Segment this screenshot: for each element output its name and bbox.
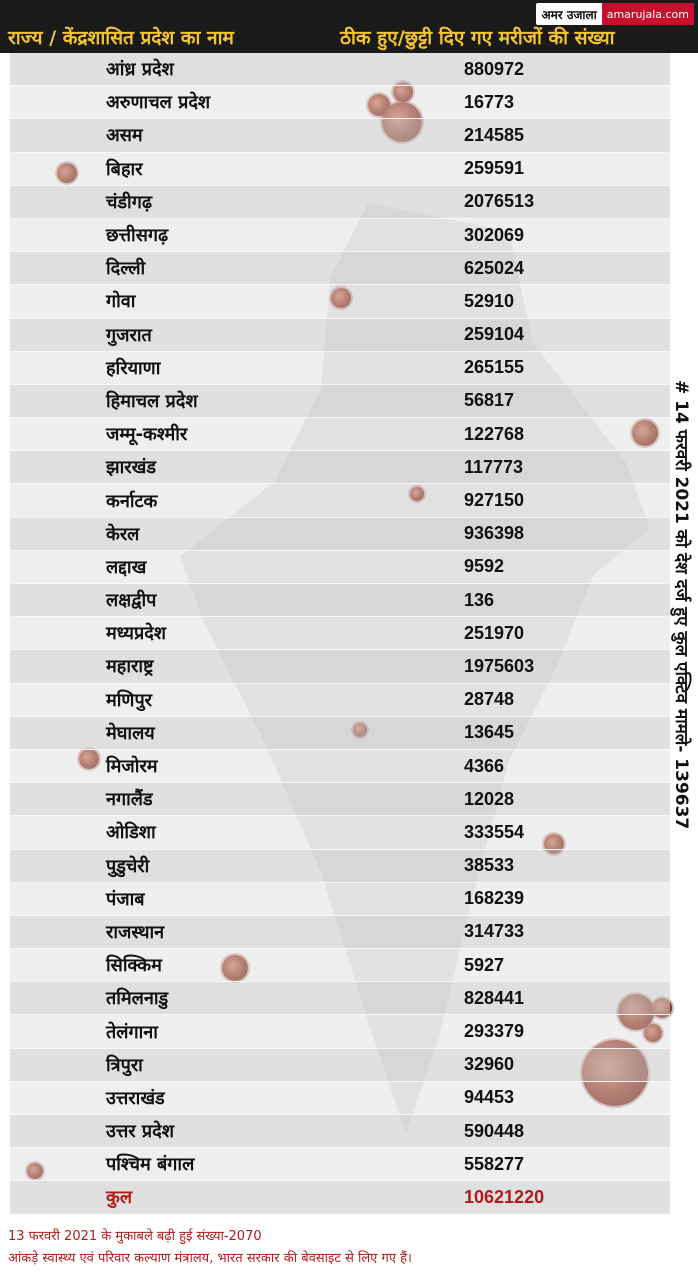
state-name: लक्षद्वीप: [106, 590, 157, 612]
recovered-count: 13645: [464, 722, 515, 743]
table-row: [10, 916, 670, 949]
state-name: महाराष्ट्र: [106, 656, 154, 678]
state-name: बिहार: [106, 158, 143, 180]
recovered-count: 259591: [464, 158, 525, 179]
table-row: [10, 484, 670, 517]
recovered-count: 333554: [464, 821, 525, 842]
state-name: मेघालय: [106, 722, 155, 744]
recovered-count: 117773: [464, 456, 524, 477]
total-label: कुल: [106, 1187, 133, 1209]
recovered-count: 927150: [464, 490, 525, 511]
table-row: [10, 153, 670, 186]
recovered-count: 5927: [464, 954, 505, 975]
recovered-count: 12028: [464, 788, 515, 809]
recovered-count: 302069: [464, 224, 525, 245]
table-row: [10, 219, 670, 252]
table-row: [10, 518, 670, 551]
recovered-count: 168239: [464, 888, 525, 909]
footer-increase-note: 13 फरवरी 2021 के मुकाबले बढ़ी हुई संख्या-2070: [8, 1229, 262, 1244]
state-name: तमिलनाडु: [106, 988, 169, 1010]
table-row: [10, 352, 670, 385]
table-row: [10, 783, 670, 816]
table-row: [10, 418, 670, 451]
state-name: मिजोरम: [106, 756, 158, 778]
state-name: ओडिशा: [106, 822, 156, 844]
table-row: [10, 982, 670, 1015]
state-name: आंध्र प्रदेश: [106, 59, 174, 81]
recovered-count: 52910: [464, 290, 515, 311]
state-name: हिमाचल प्रदेश: [106, 390, 198, 412]
recovered-count: 828441: [464, 987, 525, 1008]
state-name: कर्नाटक: [106, 490, 158, 512]
recovered-count: 251970: [464, 622, 525, 643]
state-name: झारखंड: [106, 457, 156, 479]
recovered-count: 94453: [464, 1087, 515, 1108]
state-name: त्रिपुरा: [106, 1054, 143, 1076]
recovered-count: 625024: [464, 257, 525, 278]
recovered-count: 2076513: [464, 191, 535, 212]
state-name: पुडुचेरी: [106, 855, 150, 877]
recovered-count: 16773: [464, 91, 515, 112]
recovered-count: 259104: [464, 324, 525, 345]
recovered-count: 314733: [464, 921, 525, 942]
state-name: मणिपुर: [106, 689, 153, 711]
recovered-count: 880972: [464, 58, 525, 79]
recovered-count: 32960: [464, 1054, 515, 1075]
state-name: मध्यप्रदेश: [106, 623, 167, 645]
state-name: केरल: [106, 523, 140, 545]
recovered-count: 265155: [464, 357, 525, 378]
state-name: हरियाणा: [106, 357, 161, 379]
table-row: [10, 385, 670, 418]
recovered-count: 9592: [464, 556, 505, 577]
table-row: [10, 584, 670, 617]
active-cases-note-text: # 14 फरवरी 2021 को देश दर्ज हुए कुल एक्टिव मामले- 139637: [671, 380, 691, 830]
table-row: [10, 949, 670, 982]
recovered-count: 56817: [464, 390, 515, 411]
table-row: [10, 119, 670, 152]
table-row: [10, 617, 670, 650]
recovered-count: 1975603: [464, 655, 535, 676]
table-row: [10, 750, 670, 783]
recovered-count: 558277: [464, 1153, 525, 1174]
state-name: गोवा: [106, 291, 136, 313]
brand-name: अमर उजाला: [541, 7, 597, 22]
brand-url: amarujala.com: [602, 3, 694, 25]
table-row: [10, 451, 670, 484]
state-name: लद्दाख: [106, 556, 147, 578]
recovered-count: 293379: [464, 1021, 525, 1042]
recovered-count: 122768: [464, 423, 525, 444]
state-name: छत्तीसगढ़: [106, 225, 169, 247]
table-row: [10, 53, 670, 86]
state-name: पश्चिम बंगाल: [106, 1154, 195, 1176]
table-row: [10, 1148, 670, 1181]
state-name: जम्मू-कश्मीर: [106, 424, 188, 446]
state-name: पंजाब: [106, 888, 145, 910]
total-count: 10621220: [464, 1186, 545, 1207]
state-name: नगालैंड: [106, 789, 153, 811]
recovered-count: 28748: [464, 689, 515, 710]
table-row: [10, 684, 670, 717]
table-row: [10, 252, 670, 285]
recovered-count: 4366: [464, 755, 505, 776]
recovered-count: 936398: [464, 523, 525, 544]
table-row: [10, 717, 670, 750]
table-row: [10, 1115, 670, 1148]
state-name: सिक्किम: [106, 955, 162, 977]
footer-source-note: आंकड़े स्वास्थ्य एवं परिवार कल्याण मंत्रालय, भारत सरकार की बेवसाइट से लिए गए हैं।: [8, 1251, 412, 1266]
table-row: [10, 186, 670, 219]
recovered-count: 590448: [464, 1120, 525, 1141]
state-name: असम: [106, 125, 143, 147]
table-row: [10, 850, 670, 883]
table-row: [10, 551, 670, 584]
total-row: [10, 1181, 670, 1214]
recovered-count: 214585: [464, 124, 525, 145]
state-name: चंडीगढ़: [106, 191, 152, 213]
table-row: [10, 86, 670, 119]
active-cases-note: [672, 380, 698, 880]
state-name: तेलंगाना: [106, 1021, 158, 1043]
state-name: उत्तराखंड: [106, 1087, 165, 1109]
state-name: दिल्ली: [106, 258, 146, 280]
brand-logo: [536, 3, 694, 25]
table-row: [10, 650, 670, 683]
table-row: [10, 319, 670, 352]
state-name: राजस्थान: [106, 921, 165, 943]
column-header-count: ठीक हुए/छुट्टी दिए गए मरीजों की संख्या: [340, 27, 615, 49]
recovered-count: 38533: [464, 855, 515, 876]
table-row: [10, 1082, 670, 1115]
table-row: [10, 816, 670, 849]
column-header-state: राज्य / केंद्रशासित प्रदेश का नाम: [8, 27, 234, 49]
header-bar: [0, 0, 698, 53]
table-row: [10, 1049, 670, 1082]
state-name: उत्तर प्रदेश: [106, 1121, 174, 1143]
table-row: [10, 285, 670, 318]
table-row: [10, 883, 670, 916]
recovered-count: 136: [464, 589, 495, 610]
data-table: [10, 53, 670, 1215]
state-name: गुजरात: [106, 324, 152, 346]
state-name: अरुणाचल प्रदेश: [106, 92, 211, 114]
table-row: [10, 1015, 670, 1048]
